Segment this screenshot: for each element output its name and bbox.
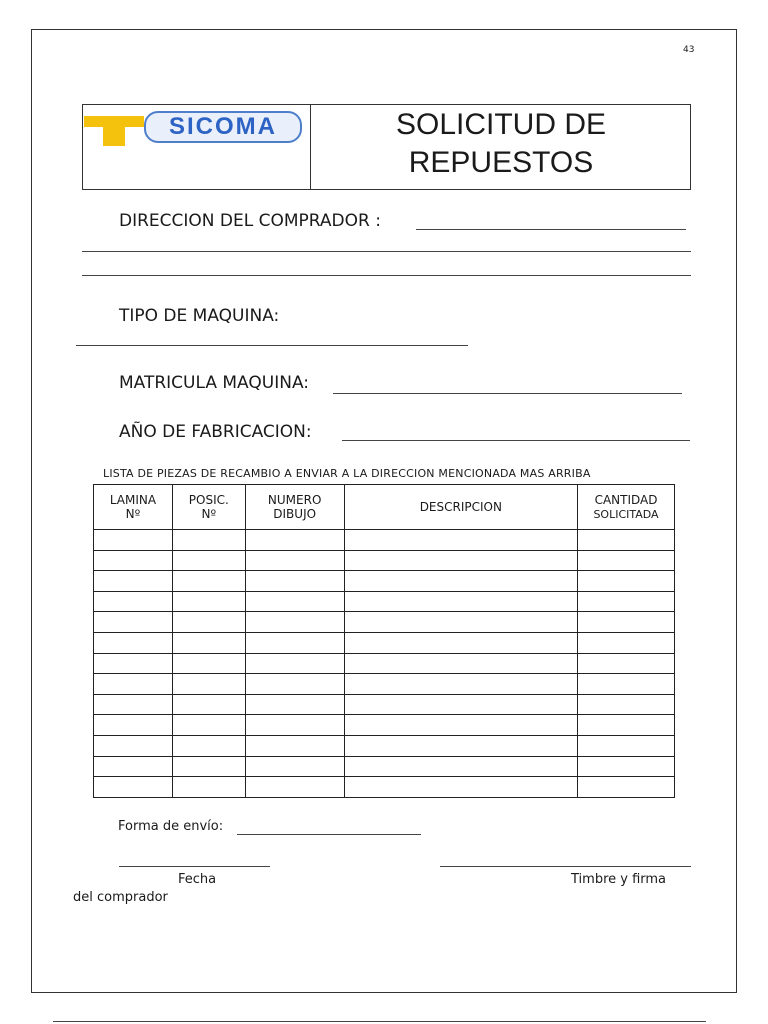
table-cell[interactable]	[94, 550, 173, 571]
col-descripcion: DESCRIPCION	[344, 485, 577, 530]
table-cell[interactable]	[172, 674, 245, 695]
table-cell[interactable]	[172, 715, 245, 736]
table-row	[94, 653, 675, 674]
logo-t-stem	[103, 116, 125, 146]
table-row	[94, 612, 675, 633]
table-cell[interactable]	[245, 612, 344, 633]
direccion-line-1[interactable]	[416, 229, 686, 230]
table-row	[94, 756, 675, 777]
table-cell[interactable]	[172, 530, 245, 551]
matricula-label: MATRICULA MAQUINA:	[119, 373, 310, 393]
parts-table	[93, 484, 675, 798]
table-cell[interactable]	[245, 756, 344, 777]
firma-label: Timbre y firma	[571, 872, 667, 887]
table-cell[interactable]	[245, 571, 344, 592]
table-row	[94, 550, 675, 571]
table-cell[interactable]	[245, 694, 344, 715]
table-cell[interactable]	[172, 550, 245, 571]
table-cell[interactable]	[578, 715, 675, 736]
col-cantidad: CANTIDAD SOLICITADA	[578, 485, 675, 530]
forma-envio-label: Forma de envío:	[118, 819, 224, 834]
table-cell[interactable]	[245, 715, 344, 736]
table-cell[interactable]	[578, 756, 675, 777]
comprador-label: del comprador	[73, 890, 168, 905]
table-cell[interactable]	[172, 735, 245, 756]
bottom-rule	[53, 1021, 706, 1022]
table-cell[interactable]	[94, 653, 173, 674]
table-cell[interactable]	[578, 653, 675, 674]
table-cell[interactable]	[578, 550, 675, 571]
table-body	[94, 530, 675, 798]
table-cell[interactable]	[578, 530, 675, 551]
table-cell[interactable]	[578, 735, 675, 756]
title-line-2: REPUESTOS	[408, 146, 594, 179]
table-cell[interactable]	[578, 674, 675, 695]
table-cell[interactable]	[344, 653, 577, 674]
matricula-line[interactable]	[333, 393, 682, 394]
table-cell[interactable]	[245, 632, 344, 653]
table-row	[94, 571, 675, 592]
table-cell[interactable]	[94, 674, 173, 695]
sicoma-logo	[84, 110, 308, 150]
table-cell[interactable]	[578, 571, 675, 592]
table-cell[interactable]	[344, 756, 577, 777]
table-row	[94, 591, 675, 612]
table-cell[interactable]	[94, 735, 173, 756]
table-cell[interactable]	[172, 756, 245, 777]
table-cell[interactable]	[94, 571, 173, 592]
table-cell[interactable]	[172, 612, 245, 633]
table-cell[interactable]	[94, 612, 173, 633]
table-cell[interactable]	[172, 777, 245, 798]
title-line-1: SOLICITUD DE	[395, 108, 607, 141]
table-cell[interactable]	[344, 674, 577, 695]
table-cell[interactable]	[578, 694, 675, 715]
table-cell[interactable]	[172, 632, 245, 653]
table-cell[interactable]	[344, 694, 577, 715]
col-posicion: POSIC. Nº	[172, 485, 245, 530]
table-cell[interactable]	[344, 530, 577, 551]
table-row	[94, 674, 675, 695]
direccion-label: DIRECCION DEL COMPRADOR :	[119, 211, 381, 231]
direccion-line-3[interactable]	[82, 275, 691, 276]
table-cell[interactable]	[245, 591, 344, 612]
table-cell[interactable]	[94, 777, 173, 798]
table-cell[interactable]	[578, 591, 675, 612]
table-cell[interactable]	[94, 694, 173, 715]
table-cell[interactable]	[344, 777, 577, 798]
table-cell[interactable]	[245, 530, 344, 551]
table-cell[interactable]	[245, 735, 344, 756]
direccion-line-2[interactable]	[82, 251, 691, 252]
anio-fabricacion-label: AÑO DE FABRICACION:	[119, 422, 312, 442]
table-cell[interactable]	[344, 550, 577, 571]
table-cell[interactable]	[245, 777, 344, 798]
page-title	[311, 106, 691, 182]
table-cell[interactable]	[344, 571, 577, 592]
table-cell[interactable]	[94, 591, 173, 612]
table-cell[interactable]	[578, 777, 675, 798]
table-row	[94, 530, 675, 551]
table-cell[interactable]	[94, 756, 173, 777]
table-header-row	[94, 485, 675, 530]
table-cell[interactable]	[245, 674, 344, 695]
table-cell[interactable]	[94, 632, 173, 653]
page-number: 43	[683, 45, 695, 55]
table-row	[94, 694, 675, 715]
table-cell[interactable]	[94, 715, 173, 736]
table-row	[94, 735, 675, 756]
table-caption: LISTA DE PIEZAS DE RECAMBIO A ENVIAR A LA DIRECCION MENCIONADA MAS ARRIBA	[103, 467, 591, 480]
table-cell[interactable]	[578, 612, 675, 633]
table-cell[interactable]	[344, 715, 577, 736]
table-row	[94, 777, 675, 798]
table-cell[interactable]	[245, 653, 344, 674]
fecha-line[interactable]	[119, 866, 270, 867]
firma-line[interactable]	[440, 866, 691, 867]
table-cell[interactable]	[245, 550, 344, 571]
table-cell[interactable]	[344, 591, 577, 612]
table-cell[interactable]	[172, 694, 245, 715]
anio-fabricacion-line[interactable]	[342, 440, 690, 441]
tipo-maquina-line[interactable]	[76, 345, 468, 346]
logo-text: SICOMA	[144, 111, 302, 143]
table-row	[94, 632, 675, 653]
table-cell[interactable]	[94, 530, 173, 551]
table-cell[interactable]	[344, 612, 577, 633]
table-cell[interactable]	[578, 632, 675, 653]
tipo-maquina-label: TIPO DE MAQUINA:	[119, 306, 280, 326]
col-numero-dibujo: NUMERO DIBUJO	[245, 485, 344, 530]
table-cell[interactable]	[172, 591, 245, 612]
table-cell[interactable]	[344, 735, 577, 756]
col-lamina: LAMINA Nº	[94, 485, 173, 530]
table-cell[interactable]	[172, 653, 245, 674]
table-cell[interactable]	[172, 571, 245, 592]
table-cell[interactable]	[344, 632, 577, 653]
table-row	[94, 715, 675, 736]
forma-envio-line[interactable]	[237, 834, 421, 835]
fecha-label: Fecha	[178, 872, 217, 887]
